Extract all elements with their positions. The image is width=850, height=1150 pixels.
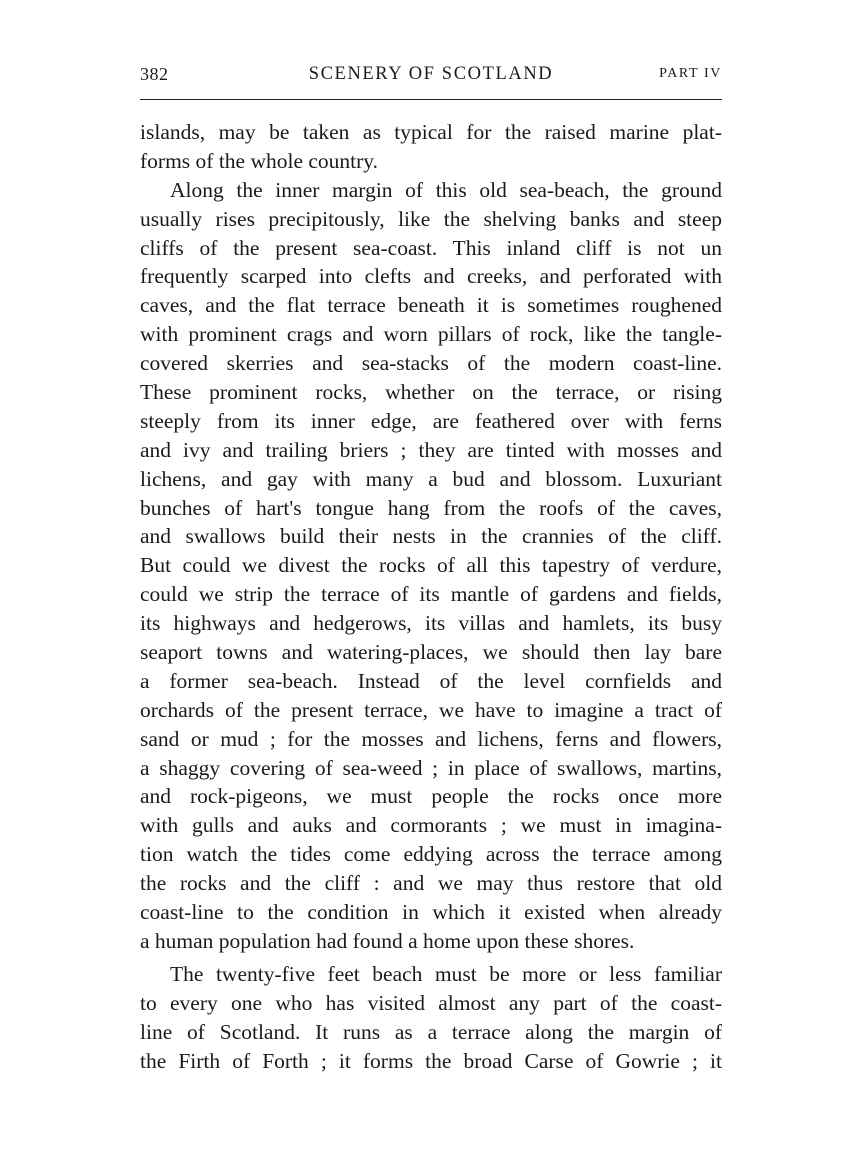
text-line: seaport towns and watering-places, we should then lay bare [140, 640, 722, 665]
paragraph-first-line: Along the inner margin of this old sea-beach, the ground [170, 177, 722, 202]
text-line: tion watch the tides come eddying across the terrace among [140, 842, 722, 867]
text-line: frequently scarped into clefts and creeks, and perforated with [140, 264, 722, 289]
paragraph-first-line: The twenty-five feet beach must be more or less familiar [170, 961, 722, 986]
text-line: and swallows build their nests in the crannies of the cliff. [140, 524, 722, 549]
text-line: a former sea-beach. Instead of the level cornfields and [140, 668, 722, 693]
text-line: orchards of the present terrace, we have to imagine a tract of [140, 697, 722, 722]
text-line: with gulls and auks and cormorants ; we must in imagina- [140, 813, 722, 838]
part-label: PART IV [659, 66, 722, 81]
text-line: and rock-pigeons, we must people the rocks once more [140, 784, 722, 809]
text-line: the rocks and the cliff : and we may thus restore that old [140, 871, 722, 896]
page-number: 382 [140, 64, 169, 84]
text-line: usually rises precipitously, like the shelving banks and steep [140, 206, 722, 231]
running-title: SCENERY OF SCOTLAND [308, 64, 554, 84]
header-rule [140, 99, 722, 100]
text-line: a human population had found a home upon these shores. [140, 928, 635, 953]
text-line: covered skerries and sea-stacks of the modern coast-line. [140, 351, 722, 376]
text-line: lichens, and gay with many a bud and blossom. Luxuriant [140, 466, 722, 491]
text-line: But could we divest the rocks of all this tapestry of verdure, [140, 553, 722, 578]
text-line: forms of the whole country. [140, 148, 379, 173]
text-line: islands, may be taken as typical for the raised marine plat- [140, 120, 722, 144]
text-line: and ivy and trailing briers ; they are tinted with mosses and [140, 437, 722, 462]
text-line: steeply from its inner edge, are feathered over with ferns [140, 408, 722, 433]
text-line: coast-line to the condition in which it existed when already [140, 900, 722, 925]
text-line: line of Scotland. It runs as a terrace along the margin of [140, 1019, 722, 1044]
text-line: caves, and the flat terrace beneath it is sometimes roughened [140, 293, 722, 318]
text-line: could we strip the terrace of its mantle of gardens and fields, [140, 582, 722, 607]
text-line: with prominent crags and worn pillars of rock, like the tangle- [140, 322, 722, 347]
running-header [140, 64, 722, 92]
text-line: cliffs of the present sea-coast. This inland cliff is not un [140, 235, 722, 260]
text-line: to every one who has visited almost any part of the coast- [140, 990, 722, 1015]
text-line: its highways and hedgerows, its villas and hamlets, its busy [140, 611, 722, 636]
body-text [140, 118, 722, 1075]
text-line: These prominent rocks, whether on the terrace, or rising [140, 380, 722, 405]
text-line: sand or mud ; for the mosses and lichens, ferns and flowers, [140, 726, 722, 751]
text-line: bunches of hart's tongue hang from the roofs of the caves, [140, 495, 722, 520]
text-line: a shaggy covering of sea-weed ; in place of swallows, martins, [140, 755, 722, 780]
text-line: the Firth of Forth ; it forms the broad Carse of Gowrie ; it [140, 1048, 722, 1073]
